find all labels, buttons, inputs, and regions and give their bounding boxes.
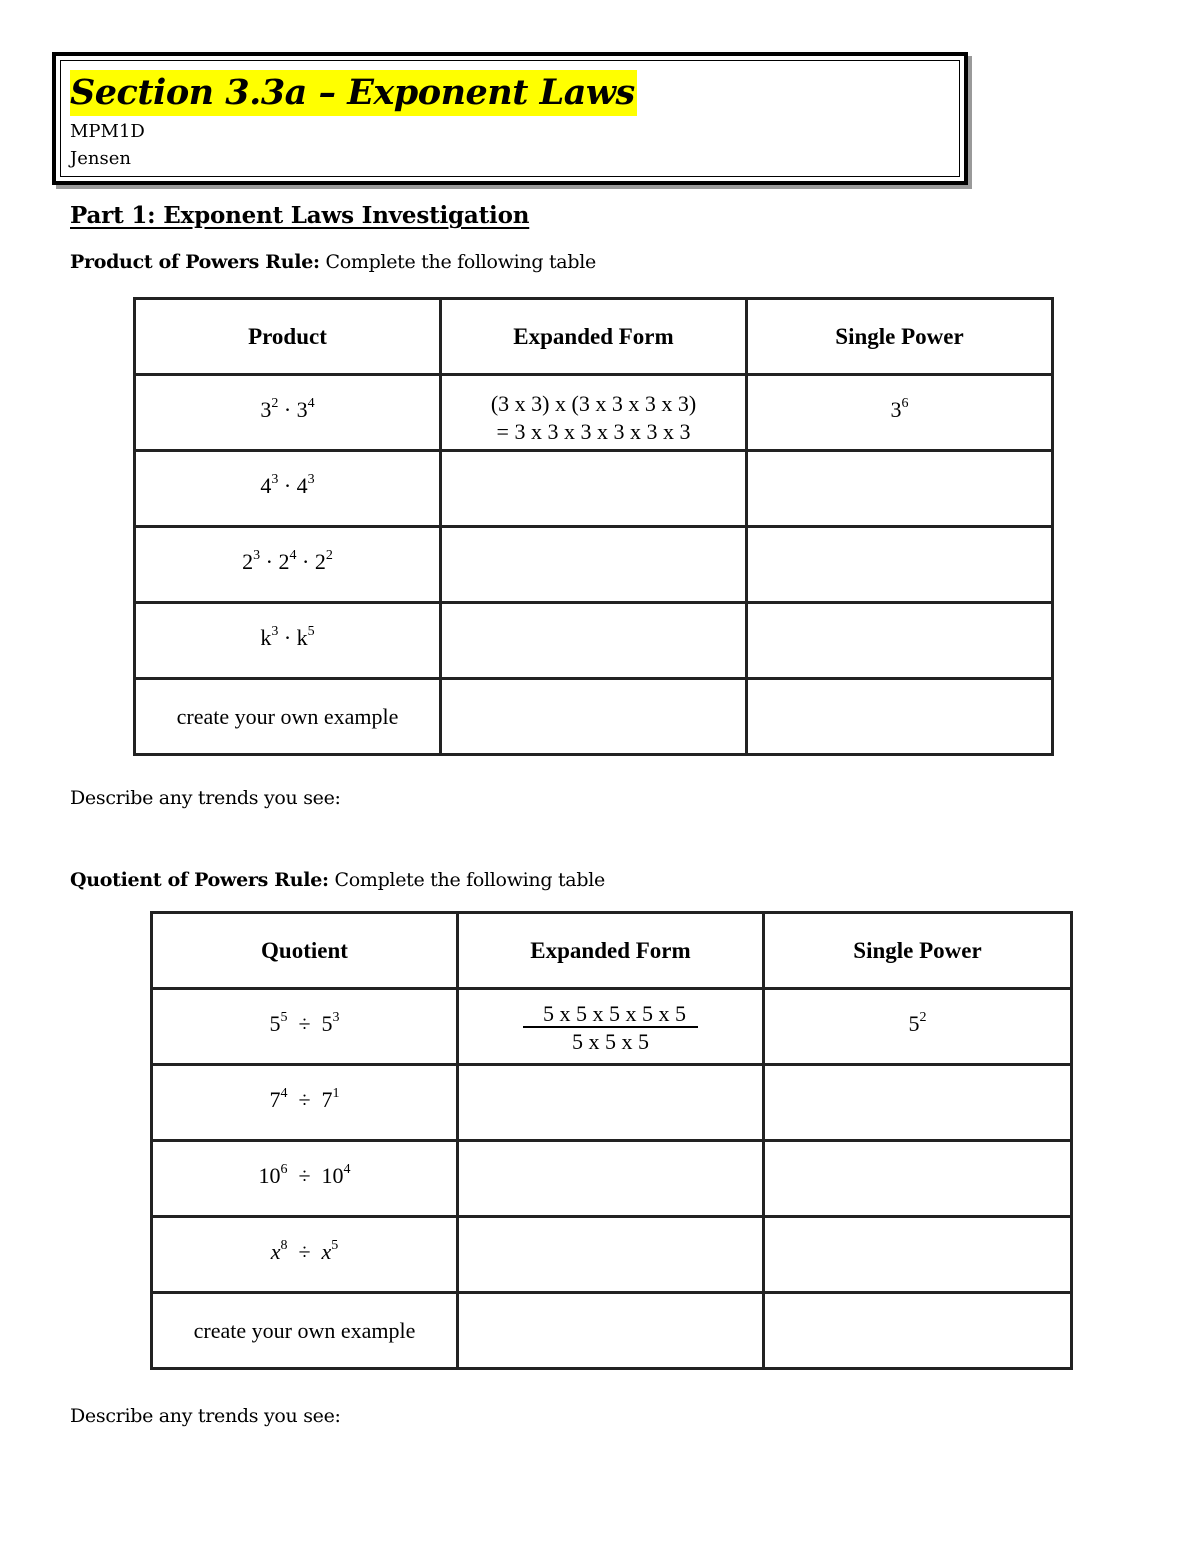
quotient-trends-prompt: Describe any trends you see: [70,1405,341,1427]
quotient-rule-text: Complete the following table [328,869,605,891]
quotient-cell: $7^4 \div 7^1$ [152,1065,458,1141]
denominator: 5 x 5 x 5 [572,1029,649,1054]
page-title: Section 3.3a – Exponent Laws [70,70,637,116]
numerator: 5 x 5 x 5 x 5 x 5 [523,1002,698,1028]
answer-cell[interactable] [764,1217,1072,1293]
product-cell: $2^3 \cdot 2^4 \cdot 2^2$ [135,527,441,603]
table-row [135,603,1053,679]
answer-cell[interactable] [441,527,747,603]
product-trends-prompt: Describe any trends you see: [70,787,341,809]
table-row [152,989,1072,1065]
own-example-cell: create your own example [135,679,441,755]
table-row [152,1217,1072,1293]
product-rule-label: Product of Powers Rule: [70,251,320,273]
quotient-rule-label: Quotient of Powers Rule: [70,869,329,891]
quotient-cell: $10^6 \div 10^4$ [152,1141,458,1217]
product-rule-instruction [70,250,596,274]
table-header-row [152,913,1072,989]
answer-cell[interactable] [764,1293,1072,1369]
answer-cell[interactable] [747,451,1053,527]
part-heading: Part 1: Exponent Laws Investigation [70,202,530,229]
own-example-cell: create your own example [152,1293,458,1369]
column-header: Product [135,299,441,375]
table-header-row [135,299,1053,375]
quotient-cell: $5^5 \div 5^3$ [152,989,458,1065]
answer-cell[interactable] [764,1065,1072,1141]
single-power-cell: $3^6$ [747,375,1053,451]
answer-cell[interactable] [747,527,1053,603]
answer-cell[interactable] [441,451,747,527]
answer-cell[interactable] [747,679,1053,755]
table-row [135,527,1053,603]
answer-cell[interactable] [458,1141,764,1217]
answer-cell[interactable] [441,603,747,679]
table-row [152,1293,1072,1369]
product-rule-text: Complete the following table [319,251,596,273]
table-row [152,1065,1072,1141]
answer-cell[interactable] [747,603,1053,679]
column-header: Single Power [747,299,1053,375]
product-cell: $3^2 \cdot 3^4$ [135,375,441,451]
table-row [152,1141,1072,1217]
table-row [135,451,1053,527]
column-header: Expanded Form [458,913,764,989]
answer-cell[interactable] [458,1217,764,1293]
quotient-table [150,911,1073,1370]
product-cell: $4^3 \cdot 4^3$ [135,451,441,527]
quotient-rule-instruction [70,868,605,892]
table-row [135,375,1053,451]
column-header: Expanded Form [441,299,747,375]
single-power-cell: $5^2$ [764,989,1072,1065]
product-table [133,297,1054,756]
product-cell: $k^3 \cdot k^5$ [135,603,441,679]
expanded-cell [458,989,764,1065]
column-header: Single Power [764,913,1072,989]
answer-cell[interactable] [458,1065,764,1141]
answer-cell[interactable] [441,679,747,755]
quotient-cell: $x^8 \div x^5$ [152,1217,458,1293]
course-code: MPM1D [70,121,145,142]
table-row [135,679,1053,755]
expanded-cell: (3 x 3) x (3 x 3 x 3 x 3) = 3 x 3 x 3 x 3 x 3 x 3 [441,375,747,451]
answer-cell[interactable] [458,1293,764,1369]
teacher-name: Jensen [70,148,131,169]
answer-cell[interactable] [764,1141,1072,1217]
column-header: Quotient [152,913,458,989]
